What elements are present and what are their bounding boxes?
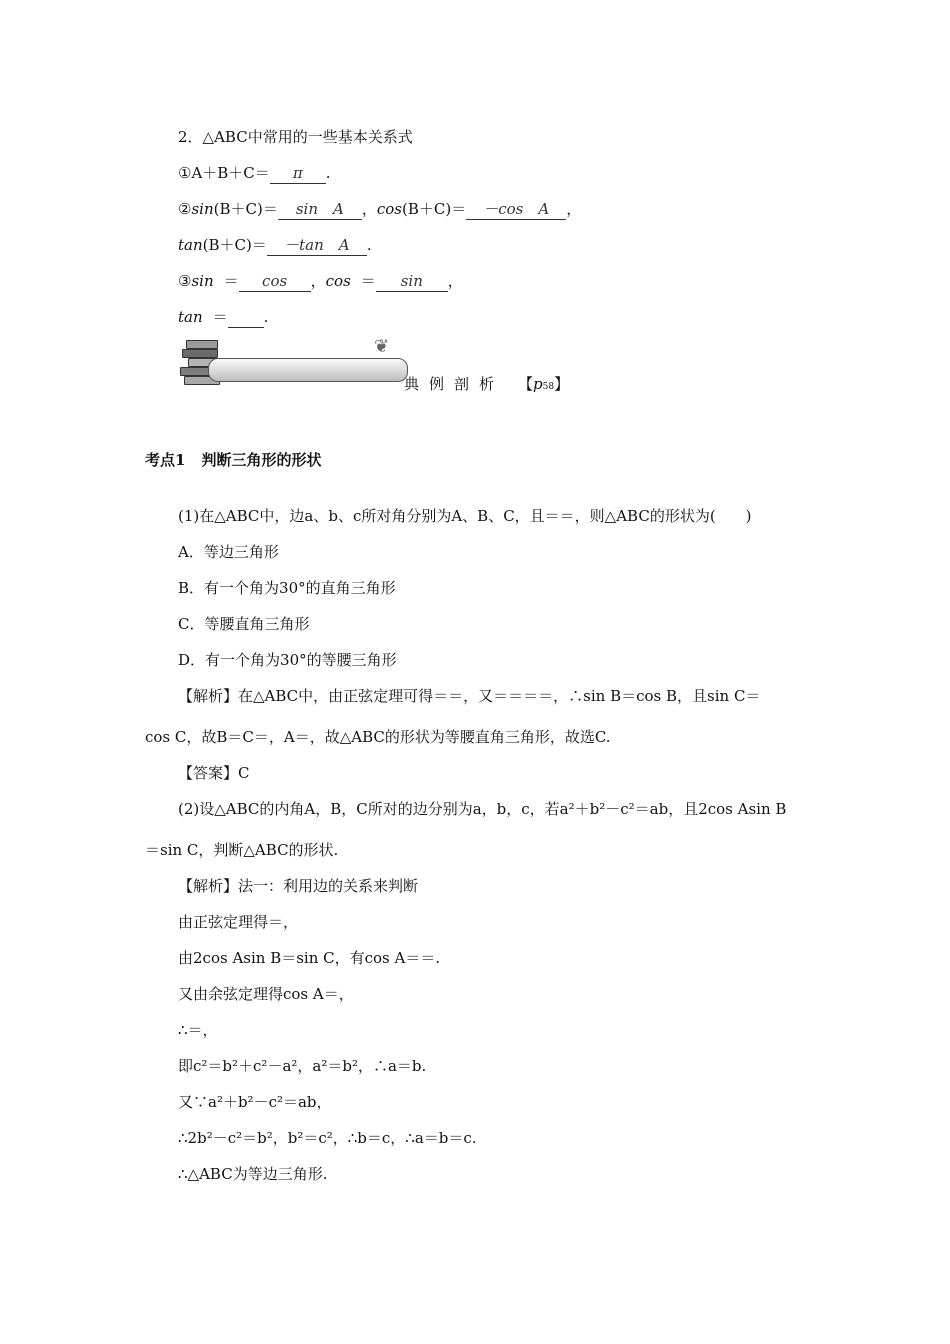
q2-step: ∴＝， xyxy=(178,1021,218,1039)
relation-text: . xyxy=(263,308,269,326)
answer-blank: －cos A xyxy=(466,199,566,220)
kaodian-heading xyxy=(145,450,321,470)
answer-blank: cos xyxy=(239,271,311,292)
kaodian-label: 考点1 xyxy=(145,451,186,469)
banner-ref-close: 】 xyxy=(554,375,570,393)
q2-step: ∴2b²－c²＝b²，b²＝c²，∴b＝c，∴a＝b＝c. xyxy=(178,1129,477,1147)
answer-blank: sin xyxy=(376,271,448,292)
relation-text: . xyxy=(325,164,331,182)
banner-ref-open: 【 xyxy=(518,375,534,393)
relation-tan-half xyxy=(178,307,268,328)
q1-analysis-line-1: 【解析】在△ABC中，由正弦定理可得＝＝，又＝＝＝＝，∴sin B＝cos B，且sin C＝ xyxy=(178,687,761,705)
relation-func: cos xyxy=(325,272,351,290)
relation-angle-sum xyxy=(178,163,331,184)
relation-text: . xyxy=(366,236,372,254)
answer-blank xyxy=(228,307,264,328)
relation-text: ③ xyxy=(178,272,192,290)
relation-text: ② xyxy=(178,200,192,218)
relation-text: ， xyxy=(361,200,377,218)
answer-blank: －tan A xyxy=(267,235,367,256)
relation-text: (B＋C)＝ xyxy=(401,200,467,218)
q2-stem-line-2: ＝sin C，判断△ABC的形状. xyxy=(145,841,339,859)
leaf-icon: ❦ xyxy=(374,336,390,357)
relation-text: ①A＋B＋C＝ xyxy=(178,164,270,182)
kaodian-title: 判断三角形的形状 xyxy=(201,451,322,469)
relation-func: tan xyxy=(178,236,203,254)
banner-label xyxy=(404,374,569,397)
q2-step: 【解析】法一：利用边的关系来判断 xyxy=(178,877,419,895)
banner-ref-num: 58 xyxy=(542,382,555,392)
relation-func: cos xyxy=(376,200,402,218)
q1-option-a: A．等边三角形 xyxy=(178,543,279,561)
relation-sin-cos xyxy=(178,199,581,220)
relation-text: (B＋C)＝ xyxy=(202,236,267,254)
relation-tan xyxy=(178,235,372,256)
banner-bar xyxy=(208,358,408,382)
relation-text: ， xyxy=(566,200,582,218)
banner-ref-p: p xyxy=(533,375,543,393)
relation-func: sin xyxy=(191,272,214,290)
relation-text: ＝ xyxy=(360,272,376,290)
relation-half-angle xyxy=(178,271,463,292)
q1-option-d: D．有一个角为30°的等腰三角形 xyxy=(178,651,397,669)
relation-text: (B＋C)＝ xyxy=(213,200,278,218)
q2-stem-line-1: (2)设△ABC的内角A，B，C所对的边分别为a，b，c，若a²＋b²－c²＝ab，且2cos Asin B xyxy=(178,800,787,818)
relation-text: ， xyxy=(447,272,463,290)
answer-blank: sin A xyxy=(278,199,362,220)
q2-step: 由2cos Asin B＝sin C，有cos A＝＝. xyxy=(178,949,441,967)
answer-blank: π xyxy=(270,163,326,184)
q2-step: 由正弦定理得＝， xyxy=(178,913,299,931)
q1-answer: 【答案】C xyxy=(178,764,250,782)
relation-func: sin xyxy=(191,200,214,218)
relation-text: ＝ xyxy=(223,272,239,290)
banner-title: 典例剖析 xyxy=(404,375,505,393)
section-banner xyxy=(178,336,410,388)
q1-analysis-line-2: cos C，故B＝C＝，A＝，故△ABC的形状为等腰直角三角形，故选C. xyxy=(145,728,611,746)
q1-stem: (1)在△ABC中，边a、b、c所对角分别为A、B、C，且＝＝，则△ABC的形状为( ) xyxy=(178,507,752,525)
relation-func: tan xyxy=(178,308,203,326)
q2-step: ∴△ABC为等边三角形. xyxy=(178,1165,328,1183)
section-2-title: 2．△ABC中常用的一些基本关系式 xyxy=(178,128,413,146)
q1-option-c: C．等腰直角三角形 xyxy=(178,615,310,633)
q2-step: 又∵a²＋b²－c²＝ab， xyxy=(178,1093,332,1111)
q2-step: 又由余弦定理得cos A＝， xyxy=(178,985,354,1003)
q2-step: 即c²＝b²＋c²－a²，a²＝b²，∴a＝b. xyxy=(178,1057,427,1075)
relation-text: ， xyxy=(310,272,326,290)
relation-text: ＝ xyxy=(212,308,228,326)
q1-option-b: B．有一个角为30°的直角三角形 xyxy=(178,579,396,597)
